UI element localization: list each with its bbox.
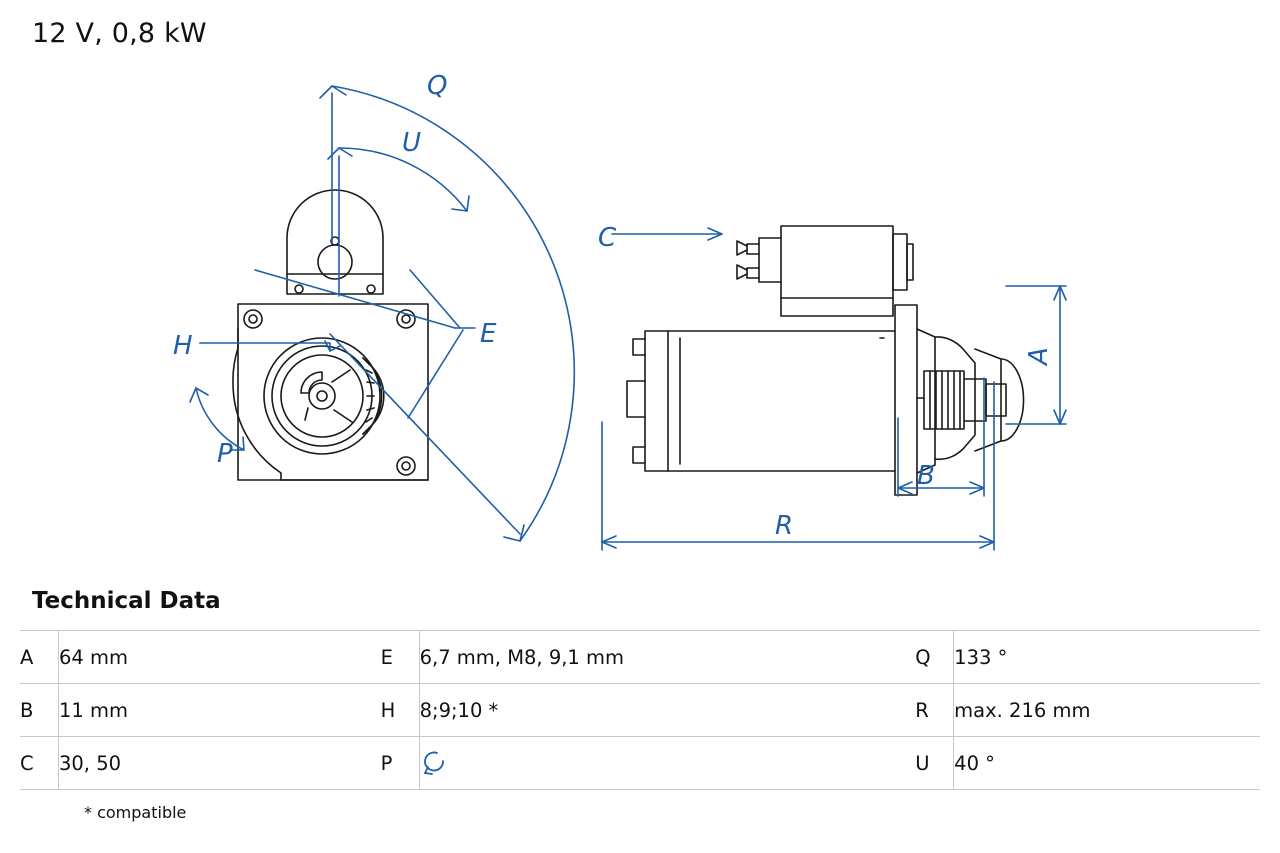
rotation-direction-icon (420, 750, 450, 776)
row-key-r: R (915, 698, 929, 722)
row-value-u: 40 ° (954, 737, 1260, 790)
table-row (20, 737, 1260, 790)
label-R: R (775, 511, 794, 541)
page-title: 12 V, 0,8 kW (32, 18, 207, 49)
row-key-p: P (380, 751, 393, 775)
technical-drawing (0, 48, 1280, 568)
row-key-u: U (915, 751, 930, 775)
row-value-a: 64 mm (58, 631, 380, 684)
row-value-h: 8;9;10 * (419, 684, 915, 737)
label-A: A (1024, 347, 1054, 365)
row-key-b: B (20, 698, 34, 722)
label-C: C (598, 223, 617, 253)
technical-data-heading: Technical Data (32, 588, 221, 614)
table-footnote: * compatible (84, 803, 187, 822)
row-value-e: 6,7 mm, M8, 9,1 mm (419, 631, 915, 684)
table-row (20, 631, 1260, 684)
table-row (20, 684, 1260, 737)
label-Q: Q (427, 71, 448, 101)
label-E: E (480, 319, 497, 349)
row-key-q: Q (915, 645, 931, 669)
row-value-r: max. 216 mm (954, 684, 1260, 737)
row-key-e: E (380, 645, 393, 669)
row-value-p (419, 737, 915, 790)
label-H: H (173, 331, 193, 361)
row-value-b: 11 mm (58, 684, 380, 737)
row-key-c: C (20, 751, 34, 775)
label-B: B (917, 461, 935, 491)
technical-data-table (20, 630, 1260, 790)
label-P: P (217, 439, 233, 469)
row-value-c: 30, 50 (58, 737, 380, 790)
row-key-a: A (20, 645, 34, 669)
label-U: U (402, 128, 422, 158)
row-key-h: H (380, 698, 396, 722)
row-value-q: 133 ° (954, 631, 1260, 684)
